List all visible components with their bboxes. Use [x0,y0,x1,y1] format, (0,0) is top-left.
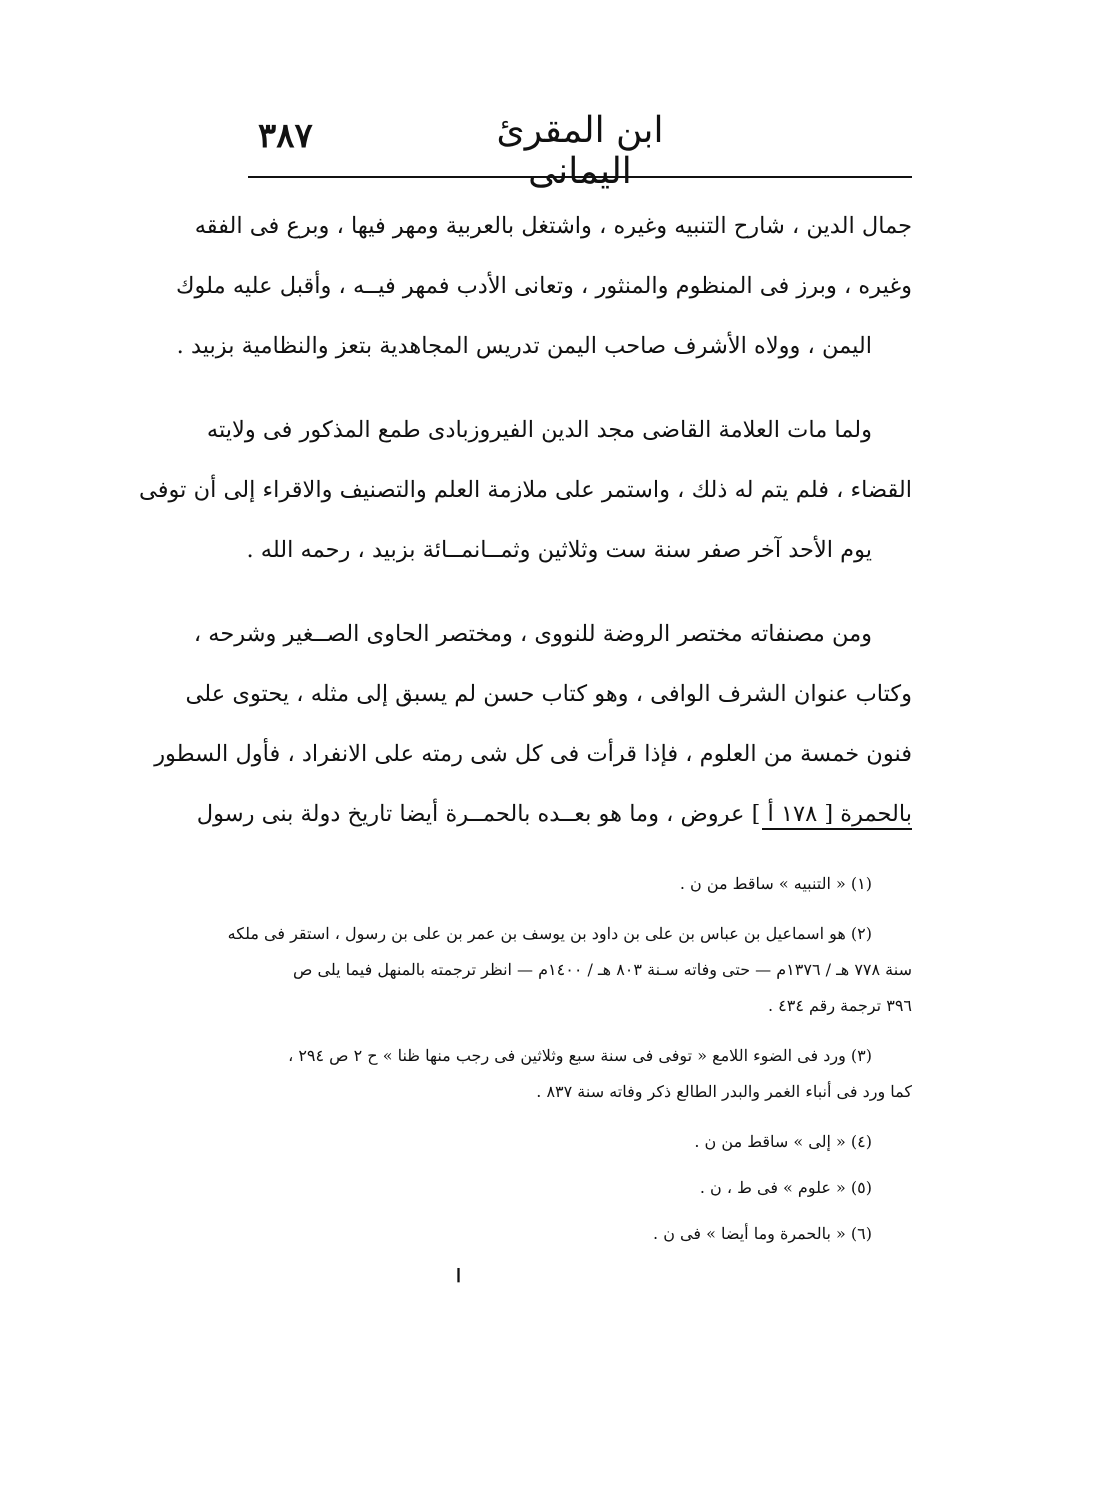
body-line: اليمن ، وولاه الأشرف صاحب اليمن تدريس المجاهدية بتعز والنظامية بزبيد . [176,333,872,359]
body-line: القضاء ، فلم يتم له ذلك ، واستمر على ملازمة العلم والتصنيف والاقراء إلى أن توفى [139,477,912,503]
footnote-line: كما ورد فى أنباء الغمر والبدر الطالع ذكر وفاته سنة ٨٣٧ . [536,1082,912,1101]
body-line: ولما مات العلامة القاضى مجد الدين الفيروزبادى طمع المذكور فى ولايته [206,417,872,443]
footnote-line: (٣) ورد فى الضوء اللامع « توفى فى سنة سبع وثلاثين فى رجب منها ظنا » ح ٢ ص ٢٩٤ ، [288,1046,872,1065]
body-line: يوم الأحد آخر صفر سنة ست وثلاثين وثمــانمــائة بزبيد ، رحمه الله . [246,537,872,563]
footnote-line: سنة ٧٧٨ هـ / ١٣٧٦م — حتى وفاته سـنة ٨٠٣ هـ / ١٤٠٠م — انظر ترجمته بالمنهل فيما يلى ص [293,960,912,979]
footnote-line: ٣٩٦ ترجمة رقم ٤٣٤ . [767,996,912,1015]
footnote-1 [248,866,912,902]
footnotes [227,866,912,1262]
paragraph-2 [139,400,912,580]
footnote-line: (٢) هو اسماعيل بن عباس بن على بن داود بن يوسف بن عمر بن على بن رسول ، استقر فى ملكه [227,924,872,943]
footnote-6 [248,1216,912,1252]
footnote-3 [248,1038,912,1110]
body-line: جمال الدين ، شارح التنبيه وغيره ، واشتغل بالعربية ومهر فيها ، وبرع فى الفقه [194,213,912,239]
footnote-4 [248,1124,912,1160]
body-text [139,196,912,844]
paragraph-1 [176,196,912,376]
footnote-line: (٥) « علوم » فى ط ، ن . [699,1178,872,1197]
footnote-line: (٤) « إلى » ساقط من ن . [694,1132,872,1151]
body-line: بالحمرة [ ١٧٨ أ ] عروض ، وما هو بعــده بالحمــرة أيضا تاريخ دولة بنى رسول [196,801,912,827]
page-header [0,108,1093,192]
footnote-5 [248,1170,912,1206]
body-line: ومن مصنفاته مختصر الروضة للنووى ، ومختصر الحاوى الصــغير وشرحه ، [193,621,872,647]
stray-mark: ا [456,1266,462,1287]
footnote-line: (٦) « بالحمرة وما أيضا » فى ن . [653,1224,872,1243]
footnote-separator [762,828,912,830]
header-rule [248,176,912,178]
body-line: فنون خمسة من العلوم ، فإذا قرأت فى كل شى رمته على الانفراد ، فأول السطور [154,741,912,767]
page-number: ٣٨٧ [258,116,313,156]
footnote-2 [227,916,912,1024]
body-line: وغيره ، وبرز فى المنظوم والمنثور ، وتعانى الأدب فمهر فيــه ، وأقبل عليه ملوك [176,273,912,299]
paragraph-3 [154,604,912,844]
footnote-line: (١) « التنبيه » ساقط من ن . [679,874,872,893]
running-title: ابن المقرئ اليمانى [496,110,664,192]
body-line: وكتاب عنوان الشرف الوافى ، وهو كتاب حسن لم يسبق إلى مثله ، يحتوى على [185,681,912,707]
